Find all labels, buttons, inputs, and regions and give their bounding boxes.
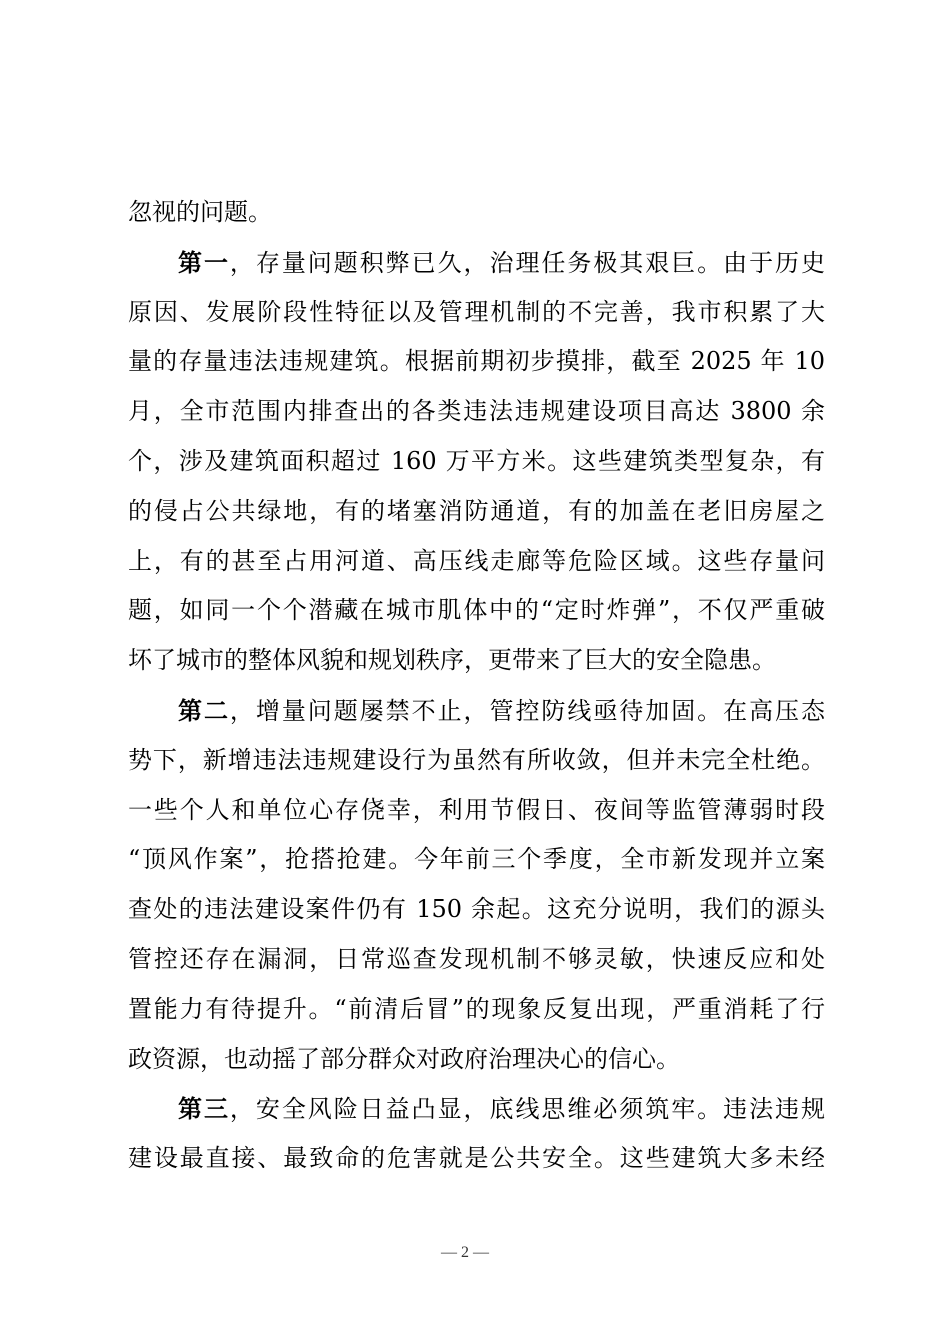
line-text: ，安全风险日益凸显，底线思维必须筑牢。违法违规: [229, 1095, 826, 1124]
text-line: [128, 1134, 825, 1184]
line-text: 置能力有待提升。“前清后冒”的现象反复出现，严重消耗了行: [128, 994, 825, 1023]
line-text: 上，有的甚至占用河道、高压线走廊等危险区域。这些存量问: [128, 546, 825, 575]
paragraph: [128, 1084, 825, 1184]
text-line: [128, 586, 825, 636]
paragraph: [128, 188, 825, 238]
line-text: 坏了城市的整体风貌和规划秩序，更带来了巨大的安全隐患。: [128, 646, 776, 675]
paragraph: [128, 238, 825, 686]
text-line: [128, 487, 825, 537]
line-text: ，增量问题屡禁不止，管控防线亟待加固。在高压态: [229, 696, 826, 725]
paragraph: [128, 686, 825, 1084]
text-line: [128, 636, 825, 686]
line-text: 个，涉及建筑面积超过 160 万平方米。这些建筑类型复杂，有: [128, 446, 825, 475]
text-line: [128, 437, 825, 487]
text-line: [128, 686, 825, 736]
text-line: [128, 337, 825, 387]
text-line: [128, 935, 825, 985]
text-line: [128, 288, 825, 338]
paragraph-lead: 第一: [178, 247, 230, 277]
line-text: “顶风作案”，抢搭抢建。今年前三个季度，全市新发现并立案: [128, 845, 825, 874]
line-text: 一些个人和单位心存侥幸，利用节假日、夜间等监管薄弱时段: [128, 795, 825, 824]
line-text: 原因、发展阶段性特征以及管理机制的不完善，我市积累了大: [128, 297, 825, 326]
line-text: 建设最直接、最致命的危害就是公共安全。这些建筑大多未经: [128, 1144, 825, 1173]
text-line: [128, 1035, 825, 1085]
line-text: 月，全市范围内排查出的各类违法违规建设项目高达 3800 余: [128, 397, 825, 426]
text-line: [128, 537, 825, 587]
text-line: [128, 387, 825, 437]
line-text: 的侵占公共绿地，有的堵塞消防通道，有的加盖在老旧房屋之: [128, 496, 825, 525]
text-line: [128, 1084, 825, 1134]
document-body: [128, 188, 825, 1184]
text-line: [128, 985, 825, 1035]
line-text: 忽视的问题。: [128, 198, 272, 226]
page-number: — 2 —: [441, 1244, 489, 1261]
line-text: 政资源，也动摇了部分群众对政府治理决心的信心。: [128, 1044, 680, 1073]
line-text: 势下，新增违法违规建设行为虽然有所收敛，但并未完全杜绝。: [128, 745, 825, 774]
line-text: 题，如同一个个潜藏在城市肌体中的“定时炸弹”，不仅严重破: [128, 596, 825, 625]
line-text: 查处的违法建设案件仍有 150 余起。这充分说明，我们的源头: [128, 895, 825, 924]
text-line: [128, 786, 825, 836]
text-line: [128, 188, 825, 238]
text-line: [128, 238, 825, 288]
line-text: 管控还存在漏洞，日常巡查发现机制不够灵敏，快速反应和处: [128, 944, 825, 973]
paragraph-lead: 第三: [178, 1094, 230, 1124]
text-line: [128, 736, 825, 786]
text-line: [128, 835, 825, 885]
line-text: 量的存量违法违规建筑。根据前期初步摸排，截至 2025 年 10: [128, 347, 825, 376]
line-text: ，存量问题积弊已久，治理任务极其艰巨。由于历史: [229, 248, 826, 277]
text-line: [128, 885, 825, 935]
paragraph-lead: 第二: [178, 695, 230, 725]
